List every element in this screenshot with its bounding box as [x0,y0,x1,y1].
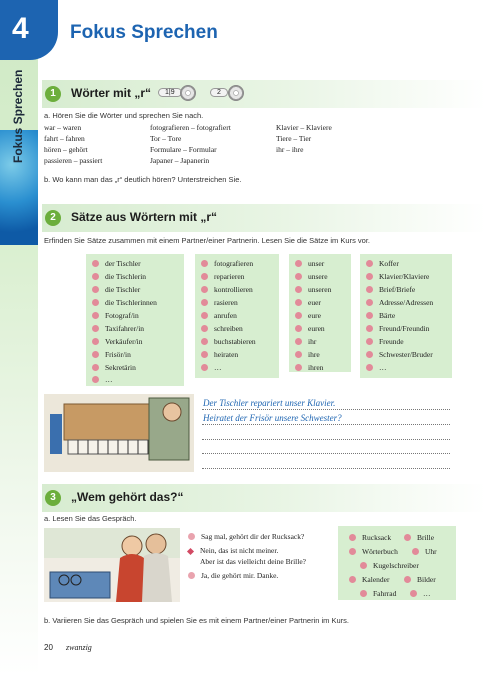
word-item: die Tischlerinnen [92,298,157,307]
word-pair-row: fahrt – fahren [44,134,85,143]
word-pair-row: Tiere – Tier [276,134,312,143]
section-2-instruction: Erfinden Sie Sätze zusammen mit einem Partner/einer Partnerin. Lesen Sie die Sätze im Kurs vor. [44,236,370,245]
cd-icon [180,85,196,101]
item-word: Bilder [404,575,436,584]
word-item: die Tischler [92,285,140,294]
word-item: eure [295,311,321,320]
section-2-number: 2 [45,210,61,226]
word-item: ihren [295,363,323,372]
word-item: fotografieren [201,259,253,268]
section-1-number: 1 [45,86,61,102]
item-word: Wörterbuch [349,547,398,556]
page-number: 20 [44,643,53,652]
word-item: euren [295,324,325,333]
audio-track-badge[interactable]: 1|9 [158,88,182,97]
word-item: … [92,375,113,384]
section-3-instruction-b: b. Variieren Sie das Gespräch und spielen Sie es mit einem Partner/einer Partnerin im Kurs. [44,616,350,625]
answer-line [202,424,450,425]
word-item: Bärte [366,311,395,320]
dialog-line: Nein, das ist nicht meiner. [188,546,278,555]
section-2-title: Sätze aus Wörtern mit „r“ [71,210,218,224]
word-pair-row: Klavier – Klaviere [276,123,332,132]
word-item: euer [295,298,321,307]
item-word: Brille [404,533,434,542]
word-item: rasieren [201,298,238,307]
section-1-title: Wörter mit „r“ [71,86,152,100]
audio-cd-badge[interactable]: 2 [210,88,228,97]
word-item: kontrollieren [201,285,253,294]
item-word: … [410,589,431,598]
word-item: ihr [295,337,316,346]
word-pair-row: fotografieren – fotografiert [150,123,231,132]
word-item: Freunde [366,337,404,346]
item-word: Kalender [349,575,389,584]
word-item: anrufen [201,311,237,320]
vertical-chapter-title: Fokus Sprechen [11,69,25,163]
word-item: der Tischler [92,259,141,268]
answer-line[interactable] [202,439,450,440]
chapter-badge [0,0,58,60]
word-item: Fotograf/in [92,311,139,320]
word-item: Koffer [366,259,399,268]
dialog-line: Ja, die gehört mir. Danke. [188,571,278,580]
page-title: Fokus Sprechen [70,22,218,43]
dialog-line: Sag mal, gehört dir der Rucksack? [188,532,304,541]
item-word: Rucksack [349,533,391,542]
word-item: die Tischlerin [92,272,146,281]
chapter-number: 4 [12,12,29,45]
word-pair-row: Japaner – Japanerin [150,156,210,165]
item-word: Uhr [412,547,437,556]
word-pair-row: Formulare – Formular [150,145,217,154]
word-item: unseren [295,285,331,294]
word-item: schreiben [201,324,243,333]
word-item: Klavier/Klaviere [366,272,429,281]
section-3-title: „Wem gehört das?“ [71,490,184,504]
word-item: buchstabieren [201,337,256,346]
word-item: unsere [295,272,328,281]
dialog-line: Aber ist das vielleicht deine Brille? [200,557,307,566]
word-item: Brief/Briefe [366,285,415,294]
item-word: Fahrrad [360,589,396,598]
word-pair-row: hören – gehört [44,145,88,154]
illustration-two-women [44,528,180,602]
word-pair-row: ihr – ihre [276,145,304,154]
answer-line [202,409,450,410]
section-1-instruction-b: b. Wo kann man das „r“ deutlich hören? Unterstreichen Sie. [44,175,242,184]
section-1-instruction-a: a. Hören Sie die Wörter und sprechen Sie nach. [44,111,204,120]
word-pair-row: war – waren [44,123,82,132]
word-pair-row: passieren – passiert [44,156,103,165]
word-item: reparieren [201,272,244,281]
example-sentence-2: Heiratet der Frisör unsere Schwester? [203,413,342,423]
section-3-instruction-a: a. Lesen Sie das Gespräch. [44,514,137,523]
word-pair-row: Tor – Tore [150,134,182,143]
word-item: Taxifahrer/in [92,324,144,333]
word-item: Frisör/in [92,350,131,359]
word-item: … [366,363,387,372]
word-item: … [201,363,222,372]
word-item: heiraten [201,350,238,359]
word-item: unser [295,259,324,268]
word-item: Sekretärin [92,363,136,372]
example-sentence-1: Der Tischler repariert unser Klavier. [203,398,336,408]
word-item: Schwester/Bruder [366,350,433,359]
answer-line[interactable] [202,453,450,454]
section-3-number: 3 [45,490,61,506]
word-item: Adresse/Adressen [366,298,433,307]
word-item: ihre [295,350,320,359]
page-number-word: zwanzig [66,643,92,652]
item-word: Kugelschreiber [360,561,419,570]
answer-line[interactable] [202,468,450,469]
word-item: Verkäufer/in [92,337,142,346]
illustration-carpenter-piano [44,394,194,472]
cd-icon [228,85,244,101]
word-item: Freund/Freundin [366,324,429,333]
